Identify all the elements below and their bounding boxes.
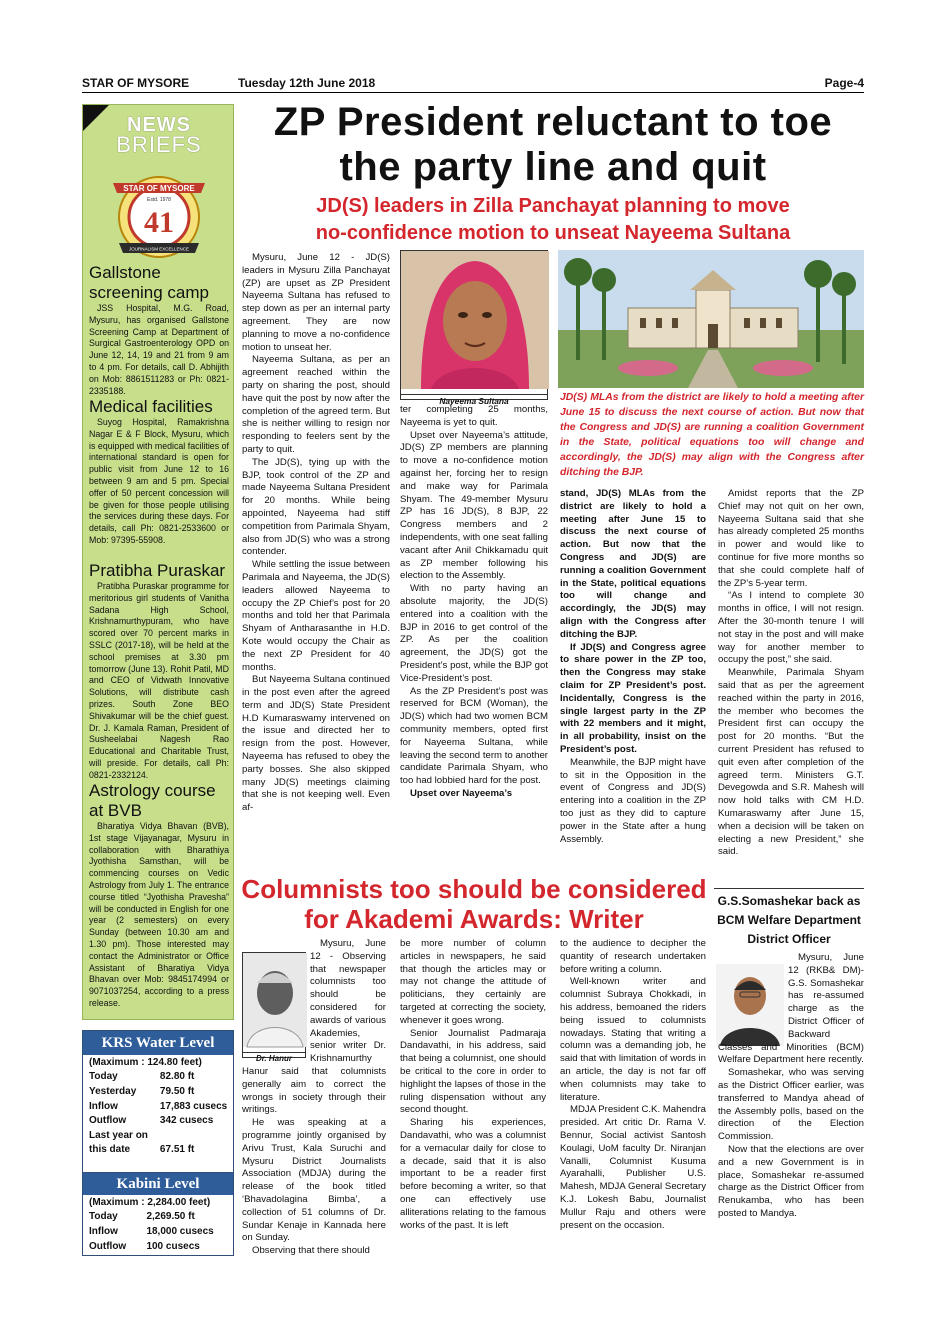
writer-headline-line1: Columnists too should be considered — [241, 874, 707, 904]
nayeema-photo — [400, 250, 548, 406]
article-paragraph: The JD(S), tying up with the BJP, took control of the ZP and made Nayeema Sultana President for 20 months. While being appointed, Nayeema had stiff competition from Parimala Shyam, also from JD(S) who was a strong contender. — [242, 456, 390, 558]
corner-triangle-icon — [83, 105, 109, 131]
campus-photo — [558, 250, 864, 388]
table-cell: Outflow — [89, 1240, 127, 1252]
lead-subheadline — [238, 193, 868, 247]
header-rule — [82, 92, 864, 93]
article-paragraph: MDJA President C.K. Mahendra presided. Art critic Dr. Rama V. Bennur, Social activist Santosh Koulagi, UoM faculty Dr. Niranjan Vanalli, Columnist Kusuma Ayarahalli, Publisher U.S. Mahesh, MDJA General Secretary K.J. Lokesh Babu, Journalist Mullur Raju and others were present on the occasion. — [560, 1104, 706, 1231]
news-briefs-sidebar — [82, 104, 234, 1020]
photo-caption: Nayeema Sultana — [401, 394, 547, 406]
bcm-column — [718, 952, 864, 1264]
article-paragraph: be more number of column articles in newspapers, he said that though the articles may or may not change the attitude of politicians, they certainly are targeted at correcting the society, whenever it goes wrong. — [400, 938, 546, 1026]
table-cell: Today — [89, 1071, 118, 1083]
table-cell: Last year on — [89, 1129, 148, 1141]
brief-body: Pratibha Puraskar programme for meritorious girl students of Vanitha Sadana High School, Krishnamurthypuram, who have scored over 70 percent marks in SSLC (2017-18), will be held at the school premises at 3.30 pm tomorrow (June 13). Rohit Patil, MD and CEO of Vidwath Innovative Solutions, will distribute cash prizes. South Zone BEO Shivakumar will be the chief guest. Dr. J. Kamala Raman, President of Susheelabai Nagesh Rao Educational and Charitable Trust, will preside. For details, call Ph: 0821-2332124. — [89, 581, 229, 780]
lead-column-1 — [242, 252, 390, 864]
lead-subheadline-line2: no-confidence motion to unseat Nayeema Sultana — [315, 222, 791, 244]
brief-pratibha — [89, 561, 229, 782]
logo-estd: Estd. 1978 — [147, 197, 171, 203]
campus-image — [558, 250, 864, 388]
bcm-rule — [714, 888, 864, 889]
krs-water-level-box — [82, 1030, 234, 1174]
article-paragraph: stand, JD(S) MLAs from the district are likely to hold a meeting after June 15 to discuss the next course of action. But now that the Congress and JD(S) are running a coalition Government in the State, political equations too will change and accordingly, the JD(S) may align with the Congress after ditching the BJP. — [560, 488, 706, 640]
article-paragraph: With no party having an absolute majority, the JD(S) entered into a coalition with the BJP in 2016 to get control of the ZP. As per the coalition agreement, the JD(S) got the President’s post, while the BJP got Vice-President’s post. — [400, 583, 548, 684]
kabini-table — [83, 1195, 233, 1253]
article-paragraph: Somashekar, who was serving as the District Officer earlier, was transferred to Mandya ahead of the Assembly polls, based on the direction of the Election Commission. — [718, 1067, 864, 1143]
bcm-headline-line3: District Officer — [747, 932, 831, 946]
writer-headline — [240, 874, 708, 934]
table-cell: this date — [89, 1144, 131, 1156]
writer-headline-line2: for Akademi Awards: Writer — [304, 904, 644, 934]
writer-column-2 — [400, 938, 546, 1262]
logo-name: STAR OF MYSORE — [123, 184, 195, 193]
brief-body: JSS Hospital, M.G. Road, Mysuru, has organised Gallstone Screening Camp at Department of Surgical Gastroenterology OPD on June 12, 14, 19 and 21 from 9 am to 4 pm. For details, call D. Abhijith on Mob: 8861511283 or Ph: 0821-2335188. — [89, 303, 229, 396]
article-paragraph: Mysuru, June 12 - JD(S) leaders in Mysuru Zilla Panchayat (ZP) are upset as ZP President Nayeema Sultana has refused to step down as per an internal party agreement. They are now planning to move a no-confidence motion to unseat her. — [242, 252, 390, 353]
table-row — [83, 1113, 233, 1128]
article-paragraph: Meanwhile, the BJP might have to sit in the Opposition in the event of Congress and JD(S) entering into a coalition in the ZP too just as they did to capture power in the State after a hung Assembly. — [560, 756, 706, 845]
lead-headline — [238, 100, 868, 190]
photo-float-spacer — [718, 952, 788, 1038]
article-paragraph: to the audience to decipher the quantity of research undertaken before writing a column. — [560, 938, 706, 975]
article-paragraph: Upset over Nayeema’s — [410, 787, 513, 799]
table-row — [83, 1195, 233, 1210]
article-paragraph: Upset over Nayeema’s attitude, JD(S) ZP members are planning to move a no-confidence motion against her, forcing her to resign and make way for Parimala Shyam. The 49-member Mysuru ZP has 16 JD(S), 8 BJP, 22 Congress members and 2 independents, with one seat falling vacant after Anil Chikkamadu quit as ZP member following his election to the Assembly. — [400, 429, 548, 582]
issue-date: Tuesday 12th June 2018 — [238, 76, 376, 90]
table-cell: (Maximum : 2,284.00 feet) — [89, 1196, 211, 1208]
article-paragraph: Meanwhile, Parimala Shyam said that as per the agreement reached within the party in 2016, the member who becomes the President first can occupy the post for 20 months. “But the current President has refused to quit even after completion of the agreed term. Ministers G.T. Devegowda and S.R. Mahesh will now hold talks with CM H.D. Kumaraswamy after June 15, when a decision will be taken on electing a new President,” she said. — [718, 667, 864, 858]
table-cell: 79.50 ft — [159, 1085, 195, 1097]
page-number: Page-4 — [824, 76, 864, 90]
table-row — [83, 1070, 233, 1085]
lead-headline-line1: ZP President reluctant to toe — [273, 100, 833, 144]
photo-float-spacer — [242, 938, 310, 1064]
table-cell: Outflow — [89, 1115, 127, 1127]
brief-heading: Medical facilities — [89, 397, 213, 416]
article-paragraph: Mysuru, June 12 - Observing that newspaper columnists too should be considered for awards of various Akademies, senior writer Dr. Krishnamurthy Hanur said that columnists generally aim to correct the wrongs in society through their writings. — [242, 938, 386, 1116]
brief-heading: Astrology course at BVB — [89, 781, 216, 820]
lead-column-4 — [718, 488, 864, 884]
table-cell: 67.51 ft — [159, 1144, 195, 1156]
article-paragraph: ter completing 25 months, Nayeema is yet to quit. — [400, 404, 548, 428]
table-row — [83, 1239, 233, 1254]
page-header — [82, 76, 864, 92]
article-paragraph: Sharing his experiences, Dandavathi, who was a columnist for a vernacular daily for close to a decade, said that it is also important to be a reader first before becoming a writer, so that one can effectively use alliterations relating to the famous works of the past. It is left — [400, 1117, 546, 1231]
writer-column-3 — [560, 938, 706, 1262]
table-row — [83, 1055, 233, 1070]
campus-caption: JD(S) MLAs from the district are likely to hold a meeting after June 15 to discuss the next course of action. But now that the Congress and JD(S) are running a coalition Government in the State, political equations too will change and accordingly, the JD(S) may align with the Congress after ditching the BJP. — [560, 392, 864, 478]
table-cell: 342 cusecs — [159, 1115, 214, 1127]
table-cell: Inflow — [89, 1225, 118, 1237]
article-paragraph: He was speaking at a programme jointly organised by Arivu Trust, Kala Suruchi and Mysuru District Journalists Association (MDJA) during the release of the book titled ‘Bhavadolagina Bimba’, a collection of 51 columns of Dr. Sundar Kenaje in Kannada here on Sunday. — [242, 1117, 386, 1244]
bcm-headline-line2: BCM Welfare Department — [717, 913, 861, 927]
bcm-headline — [714, 892, 864, 949]
article-paragraph: Now that the elections are over and a new Government is in place, Somashekar re-assumed charge as the District Officer from Renukamba, who has been posted to Mandya. — [718, 1143, 864, 1219]
table-cell: (Maximum : 124.80 feet) — [89, 1056, 202, 1068]
lead-column-2 — [400, 404, 548, 864]
table-cell: 17,883 cusecs — [159, 1100, 228, 1112]
table-row — [83, 1099, 233, 1114]
writer-column-1 — [242, 938, 386, 1262]
article-paragraph: As the ZP President’s post was reserved for BCM (Woman), the JD(S) which had two women BCM community members, opted first for Nayeema Sultana, while leaving the second term to another candidate Parimala Shyam, who too had lobbied hard for the post. — [400, 685, 548, 787]
brief-heading: Pratibha Puraskar — [89, 561, 226, 580]
anniversary-logo — [105, 169, 213, 261]
table-cell: 2,269.50 ft — [146, 1211, 195, 1223]
article-paragraph: If JD(S) and Congress agree to share power in the ZP too, then the Congress may stake claim for ZP President’s post. Incidentally, Congress is the single largest party in the ZP with 22 members and it might, in all probability, insist on the President’s post. — [560, 641, 706, 755]
table-row — [83, 1128, 233, 1143]
news-label: NEWS — [127, 114, 191, 136]
table-cell: Inflow — [89, 1100, 118, 1112]
table-row — [83, 1143, 233, 1158]
brief-medical — [89, 397, 229, 547]
table-cell — [154, 1128, 233, 1143]
article-paragraph: Well-known writer and columnist Subraya Chokkadi, in his address, bemoaned the riders being issued to columnists nowadays. Stating that writing a column was a demanding job, he said that with limitation of words in an article, the day is not far off when columnists may take to literature. — [560, 976, 706, 1103]
portrait-image — [401, 251, 549, 389]
kabini-title: Kabini Level — [83, 1173, 233, 1195]
brief-astrology — [89, 781, 229, 1010]
brief-gallstone — [89, 263, 229, 397]
lead-subheadline-line1: JD(S) leaders in Zilla Panchayat planning to move — [316, 195, 790, 217]
article-paragraph: While settling the issue between Parimala and Nayeema, the JD(S) leaders allowed Nayeema to occupy the ZP Chief’s post for 20 months and told her that Parimala Shyam of Antharasanthe in H.D. Kote would occupy the Chair as the next ZP President for 40 months. — [242, 559, 390, 673]
table-cell: Today — [89, 1211, 118, 1223]
article-paragraph: But Nayeema Sultana continued in the post even after the agreed term and JD(S) State President H.D Kumaraswamy intervened on the issue and directed her to resign from the post. However, Nayeema has refused to obey the party bosses. She also skipped many JD(S) meetings claiming that she is not keeping well. Even af- — [242, 674, 390, 814]
lead-headline-line2: the party line and quit — [339, 145, 767, 189]
article-paragraph: “As I intend to complete 30 months in office, I will not resign. After the 30-month tenure I will not stay in the post and will make way for another member to occupy the post,” she said. — [718, 590, 864, 666]
table-row — [83, 1224, 233, 1239]
brief-body: Suyog Hospital, Ramakrishna Nagar E & F Block, Mysuru, which is equipped with medical facilities of international standard is open for public visit from June 12 to 16 between 9 am and 5 pm. Special offer of 50 percent concession will be given for those people utilising the services during these days. For details, call Ph: 0821-2533600 or Mob: 97395-55908. — [89, 417, 229, 545]
article-paragraph: Mysuru, June 12 (RKB& DM)- G.S. Somashekar has re-assumed charge as the District Officer of Backward Classes and Minorities (BCM) Welfare Department here recently. — [718, 952, 864, 1066]
bcm-headline-line1: G.S.Somashekar back as — [717, 894, 861, 908]
article-paragraph: Amidst reports that the ZP Chief may not quit on her own, Nayeema Sultana said that she has already completed 25 months in power and would like to continue for five more months so that she could complete half of the ZP’s 5-year term. — [718, 488, 864, 589]
brief-body: Bharatiya Vidya Bhavan (BVB), 1st stage Vijayanagar, Mysuru in collaboration with Bharathiya Jyothisha Samsthan, will be commencing courses on Vedic Astrology from July 1. The entrance course titled “Jyothisha Pravesha” will be conducted in English for one year (2 semesters) on every Sunday (between 10.30 am and 1.30 pm). Those interested may contact the Administrator or Office Assistant of Bharatiya Vidya Bhavan over Mob: 9845174994 or 9071037254, according to a press release. — [89, 821, 229, 1008]
article-paragraph: Nayeema Sultana, as per an agreement reached within the party on sharing the post, should have quit the post by now after the completion of the agreed term. But she is neither willing to resign nor responding to feelers sent by the party to quit. — [242, 354, 390, 455]
table-cell: Yesterday — [89, 1085, 137, 1097]
logo-years: 41 — [144, 206, 174, 239]
logo-tagline: JOURNALISM EXCELLENCE — [128, 246, 190, 252]
brief-heading: Gallstone screening camp — [89, 263, 210, 302]
krs-title: KRS Water Level — [83, 1031, 233, 1055]
article-paragraph: Senior Journalist Padmaraja Dandavathi, in his address, said that being a columnist, one should be critical to the core in order to highlight the lapses of those in the ruling dispensation without any second thought. — [400, 1027, 546, 1116]
article-paragraph: Observing that there should — [252, 1245, 370, 1257]
krs-table — [83, 1055, 233, 1157]
briefs-label: BRIEFS — [116, 132, 202, 157]
table-row — [83, 1210, 233, 1225]
paper-name: STAR OF MYSORE — [82, 76, 190, 90]
table-row — [83, 1084, 233, 1099]
photo-caption: Dr. Hanur — [243, 1052, 305, 1063]
table-cell: 100 cusecs — [146, 1240, 200, 1252]
table-cell: 82.80 ft — [159, 1071, 195, 1083]
table-cell: 18,000 cusecs — [146, 1225, 214, 1237]
lead-column-3 — [560, 488, 706, 864]
news-briefs-title — [109, 115, 209, 155]
kabini-level-box — [82, 1172, 234, 1256]
